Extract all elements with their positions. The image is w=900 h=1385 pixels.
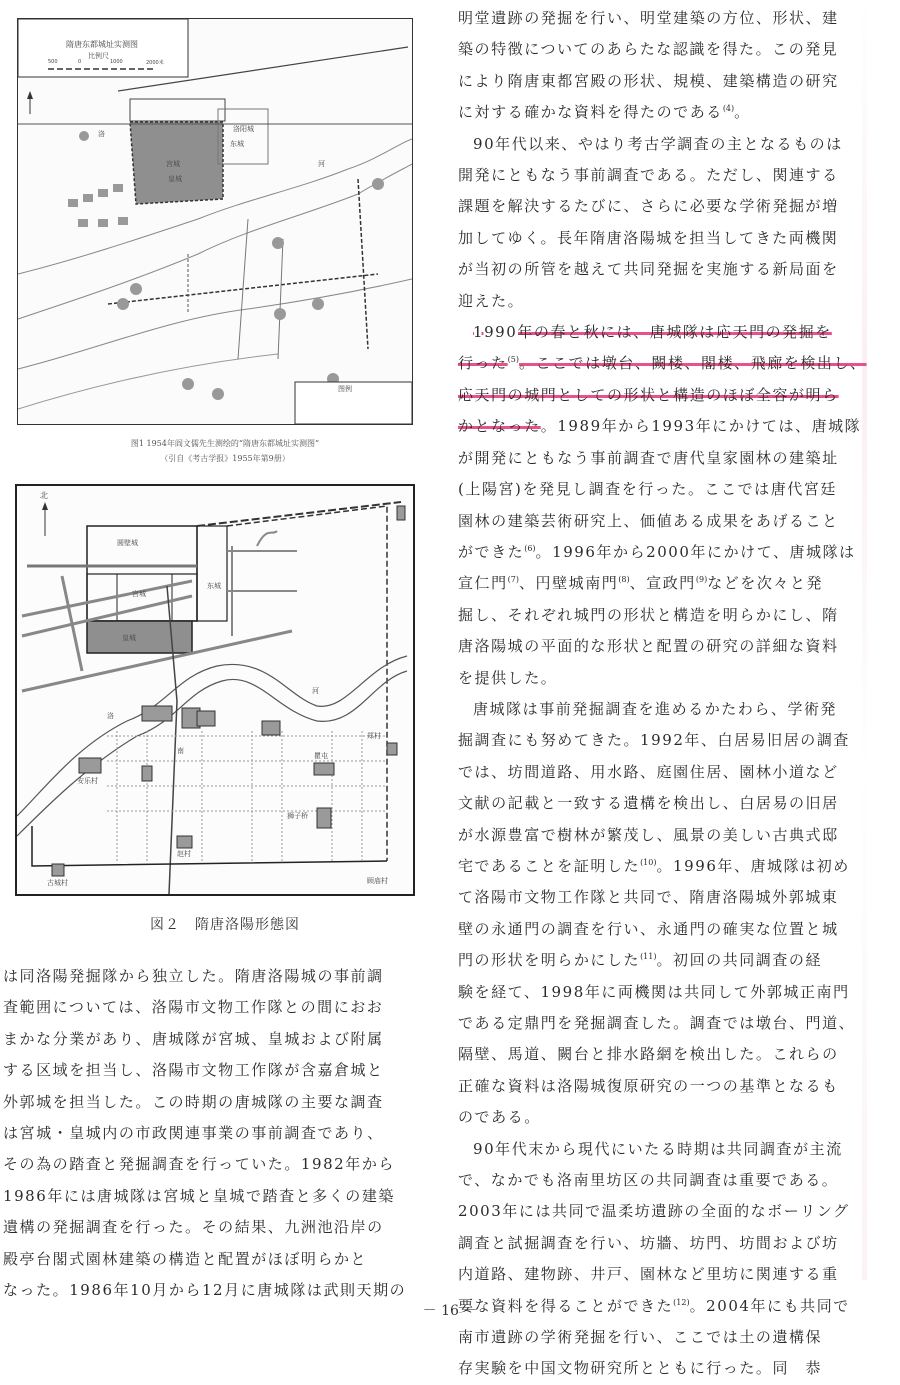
text-line: 唐洛陽城の平面的な形状と配置の研究の詳細な資料 xyxy=(458,637,839,656)
map-label-huangcheng: 皇城 xyxy=(122,634,136,642)
map-label-gongcheng: 宫城 xyxy=(132,590,146,598)
text-line: なった。1986年10月から12月に唐城隊は武則天期の xyxy=(3,1281,407,1300)
text-line: 唐城隊は事前発掘調査を進めるかたわら、学術発 xyxy=(473,699,838,718)
text-segment: 宣仁門 xyxy=(458,574,508,593)
text-line: 迎えた。 xyxy=(458,291,525,310)
text-line xyxy=(458,568,898,599)
text-line: 明堂遺跡の発掘を行い、明堂建築の方位、形状、建 xyxy=(458,9,839,27)
highlighted-text: 応天門の城門としての形状と構造のほぼ全容が明ら xyxy=(458,385,839,404)
text-line: 査範囲については、洛陽市文物工作隊との間におお xyxy=(3,998,384,1017)
text-segment: 宅であることを証明した xyxy=(458,856,641,875)
map-label-guchengcun: 古城村 xyxy=(47,879,68,887)
right-text-column xyxy=(458,3,898,1385)
footnote-ref[interactable]: (8) xyxy=(618,575,630,585)
text-line: 壁の永通門の調査を行い、永通門の確実な位置と城 xyxy=(458,919,839,938)
text-line: 外郭城を担当した。この時期の唐城隊の主要な調査 xyxy=(3,1092,384,1111)
text-segment: 。2004年にも共同で xyxy=(689,1296,850,1315)
map-label-dongcheng: 东城 xyxy=(230,140,244,148)
text-line: が当初の所管を越えて共同発掘を実施する新局面を xyxy=(458,260,839,279)
map-label-luo: 洛 xyxy=(98,130,105,138)
text-segment: 。1996年から2000年にかけて、唐城隊は xyxy=(535,542,856,561)
figure-2-caption: 図２ 隋唐洛陽形態図 xyxy=(150,917,300,933)
text-line: により隋唐東都宮殿の形状、規模、建築構造の研究 xyxy=(458,71,839,90)
footnote-ref[interactable]: (9) xyxy=(695,575,708,585)
figure-1-map xyxy=(17,18,413,425)
text-line: 開発にともなう事前調査である。ただし、関連する xyxy=(458,166,839,185)
map-label-huangcheng: 皇城 xyxy=(168,175,182,183)
highlighted-text: かとなった xyxy=(458,417,541,436)
highlighted-text: 行った xyxy=(458,354,508,373)
text-line: 90年代以来、やはり考古学調査の主となるものは xyxy=(473,134,843,153)
map-title: 隋唐东都城址实测图 xyxy=(66,40,138,49)
text-line: その為の踏査と発掘調査を行っていた。1982年から xyxy=(3,1155,395,1174)
highlighted-text: 1990年の春と秋には、唐城隊は応天門の発掘を xyxy=(473,323,832,342)
text-line: 内道路、建物跡、井戸、園林など里坊に関連する重 xyxy=(458,1265,839,1284)
figure-2-map xyxy=(15,484,415,896)
text-segment: 。初回の共同調査の経 xyxy=(656,951,822,970)
scale-label: 500 xyxy=(48,59,58,65)
text-line: 存実験を中国文物研究所とともに行った。同 恭 xyxy=(458,1359,823,1378)
text-line: 課題を解決するたびに、さらに必要な学術発掘が増 xyxy=(458,197,839,216)
map-label-zhengcun: 郑村 xyxy=(367,732,381,740)
map-label-yuanbicheng: 圆壁城 xyxy=(117,539,138,547)
map-label-qutun: 瞿屯 xyxy=(314,752,328,760)
map-label-gumiaocun: 顾庙村 xyxy=(367,877,388,885)
map-label-he: 河 xyxy=(312,687,319,695)
text-segment: 、円壁城南門 xyxy=(519,574,619,593)
text-line: 隔壁、馬道、闕台と排水路網を検出した。これらの xyxy=(458,1045,839,1064)
text-line: 調査と試掘調査を行い、坊牆、坊門、坊間および坊 xyxy=(458,1233,839,1252)
text-line: で、なかでも洛南里坊区の共同調査は重要である。 xyxy=(458,1171,839,1190)
map-label-nan: 南 xyxy=(177,747,184,755)
footnote-ref[interactable]: (7) xyxy=(507,575,519,585)
footnote-ref[interactable]: (5) xyxy=(507,355,519,365)
text-line: 掘調査にも努めてきた。1992年、白居易旧居の調査 xyxy=(458,731,850,750)
text-segment: ができた xyxy=(458,542,525,561)
footnote-ref[interactable]: (10) xyxy=(640,857,657,867)
text-line xyxy=(458,411,898,442)
page-number: － 16 － xyxy=(422,1303,478,1319)
text-segment: 。 xyxy=(734,103,751,122)
text-line: て洛陽市文物工作隊と共同で、隋唐洛陽城外郭城東 xyxy=(458,888,839,907)
map-scale-title: 比例尺 xyxy=(88,52,109,60)
figure-1-map-drawing xyxy=(18,19,412,424)
scale-label: 2000米 xyxy=(146,60,164,66)
text-line: 遺構の発掘調査を行った。その結果、九洲池沿岸の xyxy=(3,1218,384,1237)
text-line: 園林の建築芸術研究上、価値ある成果をあげること xyxy=(458,511,839,530)
text-line: が開発にともなう事前調査で唐代皇家園林の建築址 xyxy=(458,448,839,467)
map-label-anlecun: 安乐村 xyxy=(77,777,98,785)
scale-label: 0 xyxy=(78,59,82,65)
map-label-luoyang: 洛阳城 xyxy=(233,125,254,133)
text-line: まかな分業があり、唐城隊が宮城、皇城および附属 xyxy=(3,1029,384,1048)
scale-label: 1000 xyxy=(110,59,123,65)
footnote-ref[interactable]: (12) xyxy=(673,1297,690,1307)
text-segment: 。1989年から1993年にかけては、唐城隊 xyxy=(540,417,862,436)
text-line: を提供した。 xyxy=(458,668,558,687)
text-line xyxy=(458,945,898,976)
figure-2-map-drawing xyxy=(17,486,413,894)
text-line: 正確な資料は洛陽城復原研究の一つの基準となるも xyxy=(458,1076,839,1095)
text-line: 験を経て、1998年に両機関は共同して外郭城正南門 xyxy=(458,982,850,1001)
north-label: 北 xyxy=(40,491,48,500)
text-line: 文献の記載と一致する遺構を検出し、白居易の旧居 xyxy=(458,794,839,813)
footnote-ref[interactable]: (4) xyxy=(722,104,735,114)
map-label-shiziqiao: 狮子桥 xyxy=(287,812,308,820)
text-line: 殿亭台閣式園林建築の構造と配置がほぼ明らかと xyxy=(3,1249,368,1268)
text-line xyxy=(458,851,898,882)
map-label-luo: 洛 xyxy=(107,712,114,720)
text-line: では、坊間道路、用水路、庭園住居、園林小道など xyxy=(458,762,839,781)
map-legend-title: 图例 xyxy=(338,385,352,393)
text-line: する区域を担当し、洛陽市文物工作隊が含嘉倉城と xyxy=(3,1061,384,1080)
text-line: (上陽宮)を発見し調査を行った。ここでは唐代宮廷 xyxy=(458,480,837,499)
text-line xyxy=(458,380,898,411)
text-line xyxy=(458,537,898,568)
map-label-dongcheng: 东城 xyxy=(207,582,221,590)
text-line xyxy=(458,317,898,348)
text-segment: に対する確かな資料を得たのである xyxy=(458,103,723,122)
text-line: 掘し、それぞれ城門の形状と構造を明らかにし、隋 xyxy=(458,605,839,624)
text-line: は同洛陽発掘隊から独立した。隋唐洛陽城の事前調 xyxy=(3,967,384,985)
map-label-he: 河 xyxy=(318,160,325,168)
text-line: のである。 xyxy=(458,1108,541,1127)
left-text-column xyxy=(3,961,443,1306)
text-line: が水源豊富で樹林が繁茂し、風景の美しい古典式邸 xyxy=(458,825,839,844)
highlighted-text: 。ここでは墩台、闕楼、閣楼、飛廊を検出し、 xyxy=(519,354,867,373)
figure-1-caption-line2: （引自《考古学报》1955年第9册） xyxy=(160,454,290,463)
text-line xyxy=(458,348,898,379)
figure-1-caption xyxy=(60,436,390,466)
figure-1-caption-line1: 图1 1954年阎文儒先生测绘的“隋唐东都城址实测图” xyxy=(130,439,320,448)
map-label-gongcheng: 宫城 xyxy=(166,160,180,168)
text-line: 南市遺跡の学術発掘を行い、ここでは土の遺構保 xyxy=(458,1328,823,1347)
text-segment: 、宣政門 xyxy=(629,574,696,593)
map-label-zhaocun: 赵村 xyxy=(177,850,191,858)
text-line: 1986年には唐城隊は宮城と皇城で踏査と多くの建築 xyxy=(3,1186,395,1205)
footnote-ref[interactable]: (11) xyxy=(640,952,657,962)
text-line: は宮城・皇城内の市政関連事業の事前調査であり、 xyxy=(3,1124,384,1143)
text-line: 築の特徴についてのあらたな認識を得た。この発見 xyxy=(458,40,839,59)
text-line: 加してゆく。長年隋唐洛陽城を担当してきた両機関 xyxy=(458,228,839,247)
footnote-ref[interactable]: (6) xyxy=(524,543,536,553)
text-segment: 要な資料を得ることができた xyxy=(458,1296,674,1315)
text-segment: 。1996年、唐城隊は初め xyxy=(656,856,850,875)
text-line: 90年代末から現代にいたる時期は共同調査が主流 xyxy=(473,1139,843,1158)
text-segment: などを次々と発 xyxy=(707,574,824,593)
text-line xyxy=(458,97,898,128)
text-segment: 門の形状を明らかにした xyxy=(458,951,641,970)
text-line: である定鼎門を発掘調査した。調査では墩台、門道、 xyxy=(458,1014,856,1032)
text-line: 2003年には共同で温柔坊遺跡の全面的なボーリング xyxy=(458,1202,850,1221)
